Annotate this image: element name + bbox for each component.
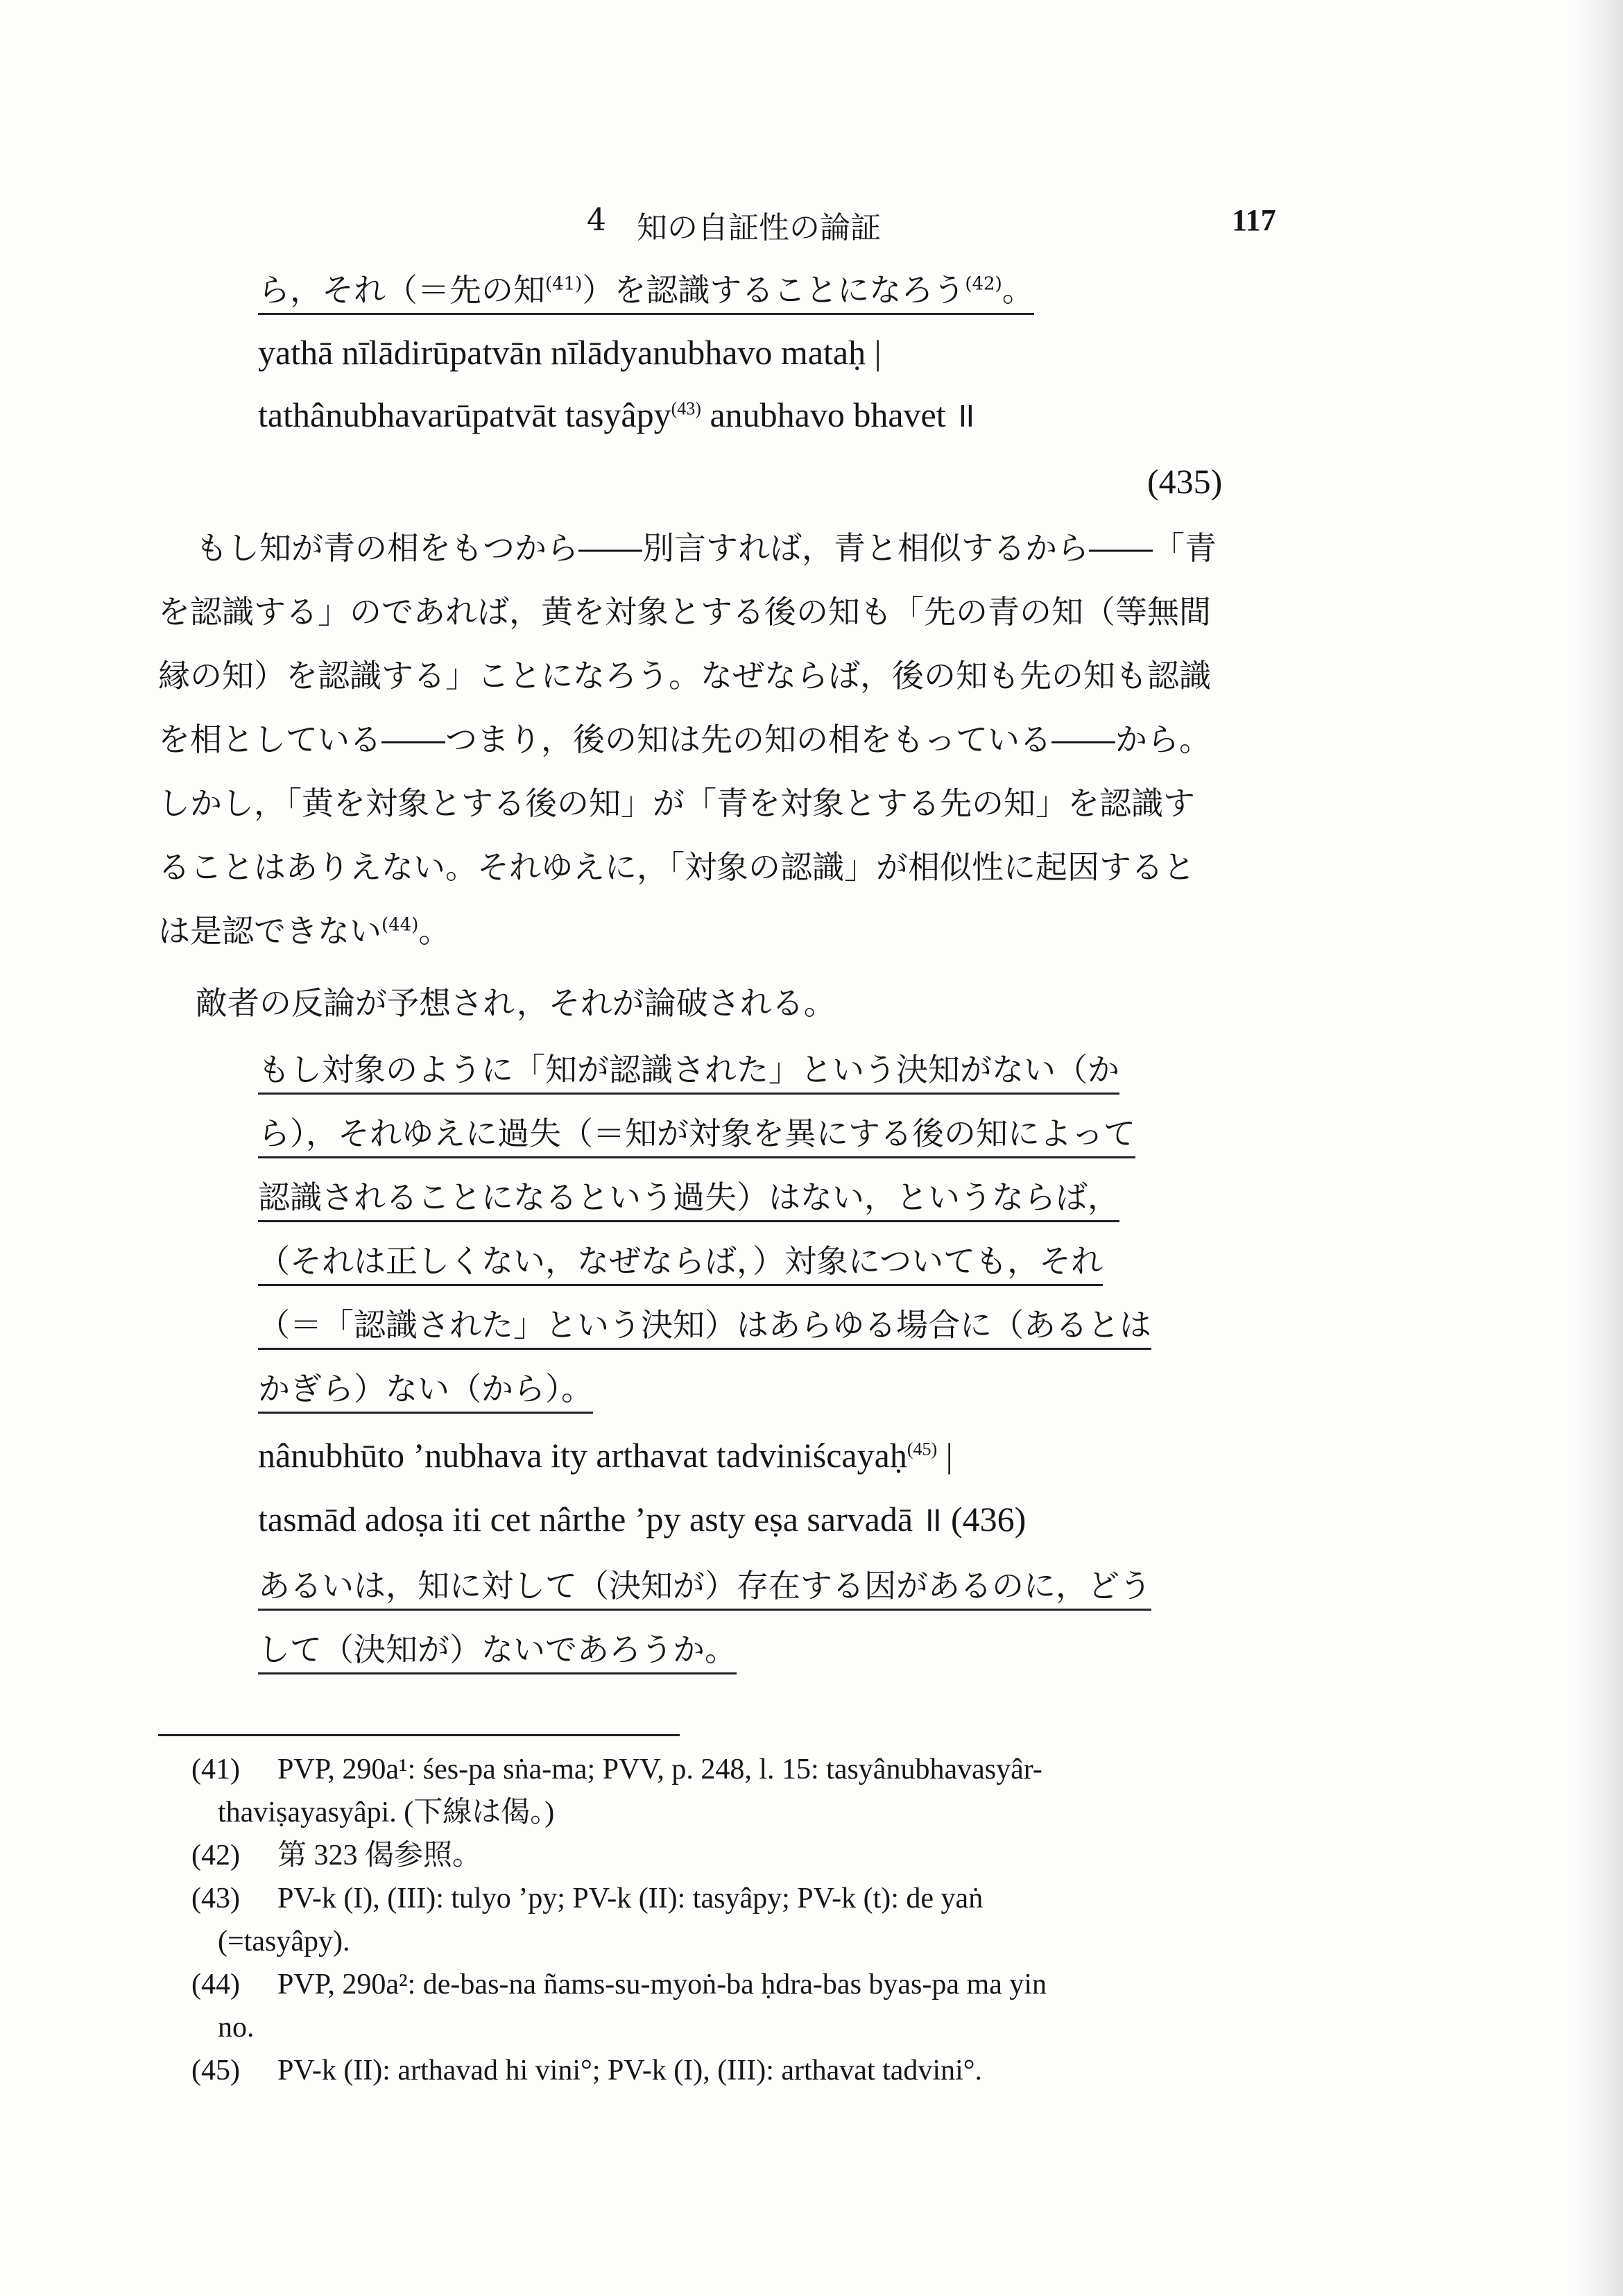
sanskrit-verse-line <box>258 1434 953 1476</box>
underlined-text: （＝「認識された」という決知）はあらゆる場合に（あるとは <box>258 1306 1151 1350</box>
verse-translation-line <box>258 1629 737 1670</box>
verse-translation-line <box>258 1304 1151 1346</box>
paragraph-line <box>158 910 450 952</box>
text-segment: ら，それ（＝先の知 <box>258 271 545 309</box>
paragraph-line: を相としている――つまり，後の知は先の知の相をもっている――から。 <box>158 721 1211 758</box>
underlined-text: あるいは，知に対して（決知が）存在する因があるのに，どう <box>258 1567 1151 1611</box>
verse-translation-line <box>258 1368 593 1410</box>
footnote-separator <box>158 1734 680 1736</box>
running-header <box>0 203 1623 244</box>
page-number: 117 <box>1232 203 1276 237</box>
footnote-ref: (41) <box>545 273 583 295</box>
paragraph-line: しかし，「黄を対象とする後の知」が「青を対象とする先の知」を認識す <box>158 785 1195 822</box>
chapter-number: 4 <box>587 203 606 238</box>
paragraph-line: 縁の知）を認識する」ことになろう。なぜならば，後の知も先の知も認識 <box>158 657 1211 694</box>
footnote-ref: (42) <box>965 273 1002 295</box>
verse-translation-line <box>258 1176 1119 1218</box>
scan-edge <box>1574 0 1623 2296</box>
footnote-text: PV-k (I), (III): tulyo ’py; PV-k (II): tasyâpy; PV-k (t): de yaṅ <box>277 1883 984 1914</box>
sanskrit-verse-line: tasmād adoṣa iti cet nârthe ’py asty eṣa sarvadā ॥ (436) <box>258 1500 1027 1539</box>
verse-number: (435) <box>1147 462 1223 501</box>
verse-translation-line <box>258 1565 1151 1607</box>
paragraph-line: ることはありえない。それゆえに，「対象の認識」が相似性に起因すると <box>158 848 1195 886</box>
paragraph-line: 敵者の反論が予想され，それが論破される。 <box>196 984 836 1022</box>
verse-translation-line <box>258 1049 1119 1090</box>
footnote-number: (45) <box>191 2055 240 2087</box>
footnote-text: no. <box>218 2012 255 2044</box>
footnote-ref: (45) <box>907 1439 938 1459</box>
footnote-number: (43) <box>191 1883 240 1914</box>
paragraph-line: もし知が青の相をもつから――別言すれば，青と相似するから――「青 <box>196 529 1217 567</box>
footnote-text: PVP, 290a²: de-bas-na ñams-su-myoṅ-ba ḥdra-bas byas-pa ma yin <box>277 1969 1047 2001</box>
text-segment: 。 <box>1002 271 1034 309</box>
underlined-text: （それは正しくない，なぜならば，）対象についても，それ <box>258 1242 1103 1286</box>
footnote-text: (=tasyâpy). <box>218 1926 350 1957</box>
footnote-text: 第 323 偈参照。 <box>277 1840 482 1871</box>
footnote-text: PV-k (II): arthavad hi vini°; PV-k (I), (III): arthavat tadvini°. <box>277 2055 983 2087</box>
footnote-number: (44) <box>191 1969 240 2001</box>
footnote-ref: (43) <box>671 398 701 419</box>
text-segment: nânubhūto ’nubhava ity arthavat tadviniścayaḥ <box>258 1436 907 1475</box>
paragraph-line: を認識する」のであれば，黄を対象とする後の知も「先の青の知（等無間 <box>158 593 1211 631</box>
footnote-number: (41) <box>191 1754 240 1785</box>
footnote-number: (42) <box>191 1840 240 1871</box>
sanskrit-verse-line <box>258 394 975 436</box>
footnote-ref: (44) <box>381 914 419 936</box>
text-segment: ）を認識することになろう <box>582 271 965 309</box>
sanskrit-verse-line: yathā nīlādirūpatvān nīlādyanubhavo mataḥ | <box>258 333 882 372</box>
underlined-text: もし対象のように「知が認識された」という決知がない（か <box>258 1051 1119 1095</box>
text-segment: anubhavo bhavet ॥ <box>701 395 976 434</box>
text-segment: 。 <box>418 912 451 950</box>
verse-translation-line <box>258 1113 1135 1154</box>
footnote-text: thaviṣayasyâpi. (下線は偈。) <box>218 1797 555 1828</box>
footnote-text: PVP, 290a¹: śes-pa sṅa-ma; PVV, p. 248, l. 15: tasyânubhavasyâr- <box>277 1754 1042 1785</box>
underlined-text: して（決知が）ないであろうか。 <box>258 1631 737 1674</box>
chapter-title: 知の自証性の論証 <box>637 210 881 246</box>
verse-translation-line <box>258 1240 1103 1282</box>
verse-translation-line <box>258 269 1034 311</box>
text-segment: は是認できない <box>158 912 381 950</box>
underlined-text: ら），それゆえに過失（＝知が対象を異にする後の知によって <box>258 1115 1135 1158</box>
underlined-text: かぎら）ない（から）。 <box>258 1370 593 1414</box>
text-segment: tathânubhavarūpatvāt tasyâpy <box>258 395 671 434</box>
underlined-text: 認識されることになるという過失）はない，というならば， <box>258 1179 1119 1222</box>
text-segment: | <box>937 1436 953 1475</box>
underlined-text <box>258 271 1034 315</box>
